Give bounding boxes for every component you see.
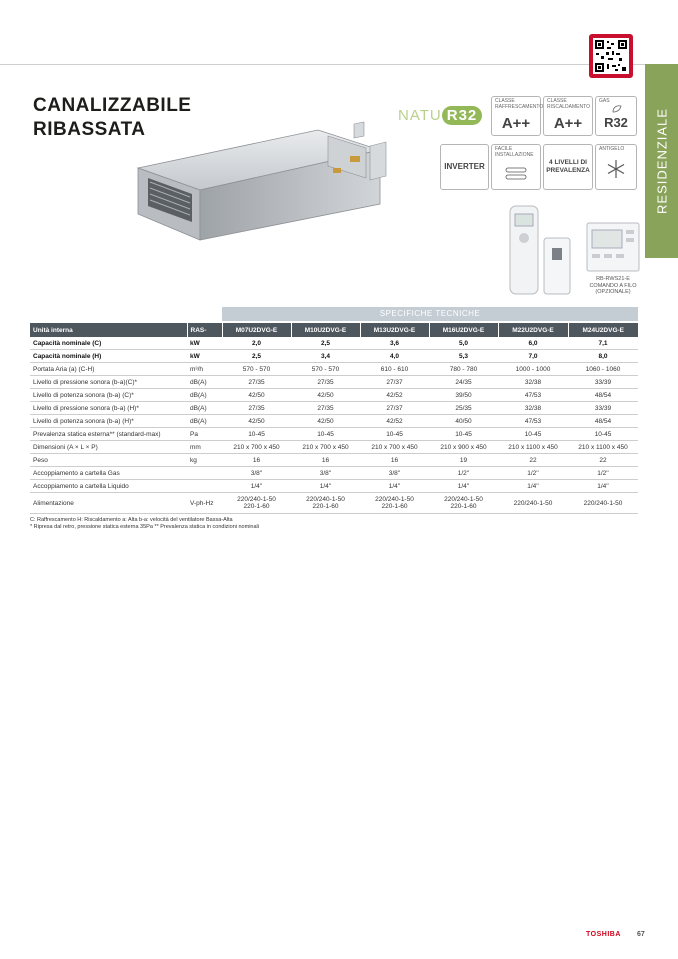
row-label: Livello di potenza sonora (b-a) (C)* bbox=[30, 389, 187, 402]
badge-antigelo bbox=[595, 144, 637, 190]
table-row bbox=[30, 467, 638, 480]
footnote-line-1: C: Raffrescamento H: Riscaldamento a: Alta b-a: velocità del ventilatore Bassa-Alta bbox=[30, 517, 233, 523]
row-value: 1/4'' bbox=[498, 480, 568, 493]
row-unit: kg bbox=[187, 454, 222, 467]
row-value: 19 bbox=[429, 454, 498, 467]
row-value: 210 x 700 x 450 bbox=[222, 441, 291, 454]
badge-gas bbox=[595, 96, 637, 136]
row-value: 610 - 610 bbox=[360, 363, 429, 376]
row-value: 1/4'' bbox=[360, 480, 429, 493]
row-unit: kW bbox=[187, 337, 222, 350]
row-label: Prevalenza statica esterna** (standard-max) bbox=[30, 428, 187, 441]
badge-livelli-prevalenza bbox=[543, 144, 593, 190]
footnotes bbox=[30, 517, 259, 531]
row-value: 16 bbox=[291, 454, 360, 467]
row-value: 3,4 bbox=[291, 350, 360, 363]
wrench-icon bbox=[504, 165, 528, 181]
row-value: 10-45 bbox=[360, 428, 429, 441]
row-label: Accoppiamento a cartella Gas bbox=[30, 467, 187, 480]
row-value: 5,0 bbox=[429, 337, 498, 350]
snowflake-icon bbox=[606, 159, 626, 179]
row-value: 42/52 bbox=[360, 415, 429, 428]
row-label: Livello di pressione sonora (b-a) (H)* bbox=[30, 402, 187, 415]
table-row bbox=[30, 493, 638, 514]
row-label: Alimentazione bbox=[30, 493, 187, 514]
r32-logo-mark: R32 bbox=[442, 106, 483, 125]
row-value: 32/38 bbox=[498, 402, 568, 415]
row-value: 33/39 bbox=[568, 402, 638, 415]
row-value: 1/2'' bbox=[498, 467, 568, 480]
row-value: 1/4'' bbox=[222, 480, 291, 493]
page-number: 67 bbox=[637, 931, 645, 938]
row-value: 27/35 bbox=[291, 402, 360, 415]
natur-r32-logo bbox=[398, 106, 482, 125]
row-value: 32/38 bbox=[498, 376, 568, 389]
remote-controller-image bbox=[508, 204, 586, 303]
leaf-icon bbox=[612, 105, 622, 113]
row-value: 48/54 bbox=[568, 389, 638, 402]
row-value: 3/8'' bbox=[291, 467, 360, 480]
qr-code bbox=[589, 34, 633, 78]
row-value: 48/54 bbox=[568, 415, 638, 428]
row-label: Livello di potenza sonora (b-a) (H)* bbox=[30, 415, 187, 428]
title-line-1: CANALIZZABILE bbox=[33, 95, 192, 116]
row-value: 570 - 570 bbox=[291, 363, 360, 376]
row-value: 27/37 bbox=[360, 402, 429, 415]
row-unit: V-ph-Hz bbox=[187, 493, 222, 514]
row-value: 7,1 bbox=[568, 337, 638, 350]
row-value: 27/35 bbox=[291, 376, 360, 389]
table-row bbox=[30, 337, 638, 350]
row-label: Capacità nominale (C) bbox=[30, 337, 187, 350]
row-unit bbox=[187, 480, 222, 493]
top-divider bbox=[0, 64, 648, 65]
row-label: Accoppiamento a cartella Liquido bbox=[30, 480, 187, 493]
row-value: 1/4'' bbox=[429, 480, 498, 493]
row-value: 8,0 bbox=[568, 350, 638, 363]
row-value: 22 bbox=[568, 454, 638, 467]
footnote-line-2: * Ripresa dal retro, pressione statica esterna 35Pa ** Prevalenza statica in condizioni nominali bbox=[30, 524, 259, 530]
row-value: 1000 - 1000 bbox=[498, 363, 568, 376]
row-value: 40/50 bbox=[429, 415, 498, 428]
row-unit: mm bbox=[187, 441, 222, 454]
header-model: M24U2DVG-E bbox=[568, 323, 638, 337]
remote-caption-line-3: (OPZIONALE) bbox=[595, 289, 631, 295]
badge-caption: CLASSE RAFFRESCAMENTO bbox=[495, 98, 544, 110]
header-model: M10U2DVG-E bbox=[291, 323, 360, 337]
row-unit: Pa bbox=[187, 428, 222, 441]
badge-classe-riscaldamento bbox=[543, 96, 593, 136]
row-value: 3/8'' bbox=[222, 467, 291, 480]
row-value: 5,3 bbox=[429, 350, 498, 363]
row-value: 210 x 700 x 450 bbox=[360, 441, 429, 454]
row-value: 16 bbox=[360, 454, 429, 467]
table-header-row bbox=[30, 323, 638, 337]
row-value: 3,6 bbox=[360, 337, 429, 350]
row-value: 6,0 bbox=[498, 337, 568, 350]
section-tab bbox=[645, 64, 678, 258]
row-value: 39/50 bbox=[429, 389, 498, 402]
row-value: 1/2'' bbox=[568, 467, 638, 480]
remote-caption-line-2: COMANDO A FILO bbox=[589, 282, 637, 289]
row-value: 33/39 bbox=[568, 376, 638, 389]
row-value: 42/50 bbox=[291, 389, 360, 402]
row-value: 4,0 bbox=[360, 350, 429, 363]
row-value: 42/50 bbox=[222, 415, 291, 428]
badge-caption: ANTIGELO bbox=[599, 146, 625, 152]
header-model: M13U2DVG-E bbox=[360, 323, 429, 337]
header-model: M22U2DVG-E bbox=[498, 323, 568, 337]
row-unit: m³/h bbox=[187, 363, 222, 376]
row-label: Capacità nominale (H) bbox=[30, 350, 187, 363]
table-row bbox=[30, 428, 638, 441]
row-unit: kW bbox=[187, 350, 222, 363]
row-value: 3/8'' bbox=[360, 467, 429, 480]
badge-value: INVERTER bbox=[444, 162, 485, 171]
table-row bbox=[30, 376, 638, 389]
badge-value: A++ bbox=[553, 115, 583, 132]
row-value: 1/2'' bbox=[429, 467, 498, 480]
wired-controller-image bbox=[586, 222, 640, 277]
row-unit: dB(A) bbox=[187, 389, 222, 402]
badge-caption: FACILE INSTALLAZIONE bbox=[495, 146, 534, 158]
table-row bbox=[30, 350, 638, 363]
row-value: 2,5 bbox=[222, 350, 291, 363]
badge-caption: GAS bbox=[599, 98, 610, 104]
natur-logo-text: NATU bbox=[398, 107, 442, 124]
row-value: 47/53 bbox=[498, 389, 568, 402]
row-value: 210 x 900 x 450 bbox=[429, 441, 498, 454]
table-row bbox=[30, 441, 638, 454]
row-value: 27/35 bbox=[222, 402, 291, 415]
row-value: 10-45 bbox=[429, 428, 498, 441]
badge-line-1: 4 LIVELLI DI bbox=[549, 159, 587, 166]
badge-inverter bbox=[440, 144, 489, 190]
row-value: 10-45 bbox=[222, 428, 291, 441]
product-image bbox=[128, 118, 390, 263]
header-unit: RAS- bbox=[187, 323, 222, 337]
header-model: M16U2DVG-E bbox=[429, 323, 498, 337]
table-row bbox=[30, 363, 638, 376]
row-value: 1/4'' bbox=[568, 480, 638, 493]
row-value: 220/240-1-50 220-1-60 bbox=[222, 493, 291, 514]
remote-caption bbox=[584, 276, 642, 296]
row-value: 42/52 bbox=[360, 389, 429, 402]
row-unit: dB(A) bbox=[187, 376, 222, 389]
row-value: 780 - 780 bbox=[429, 363, 498, 376]
badge-value: R32 bbox=[604, 115, 628, 130]
row-value: 220/240-1-50 bbox=[568, 493, 638, 514]
row-value: 210 x 1100 x 450 bbox=[568, 441, 638, 454]
spec-table bbox=[30, 323, 638, 514]
row-value: 10-45 bbox=[498, 428, 568, 441]
header-label: Unità interna bbox=[30, 323, 187, 337]
badge-caption: CLASSE RISCALDAMENTO bbox=[547, 98, 590, 110]
row-value: 7,0 bbox=[498, 350, 568, 363]
row-value: 42/50 bbox=[291, 415, 360, 428]
row-value: 220/240-1-50 220-1-60 bbox=[360, 493, 429, 514]
row-value: 210 x 700 x 450 bbox=[291, 441, 360, 454]
row-value: 47/53 bbox=[498, 415, 568, 428]
badge-facile-installazione bbox=[491, 144, 541, 190]
row-value: 2,0 bbox=[222, 337, 291, 350]
row-value: 42/50 bbox=[222, 389, 291, 402]
row-label: Portata Aria (a) (C-H) bbox=[30, 363, 187, 376]
badge-line-2: PREVALENZA bbox=[546, 167, 590, 174]
table-row bbox=[30, 454, 638, 467]
row-label: Livello di pressione sonora (b-a)(C)* bbox=[30, 376, 187, 389]
section-tab-label: RESIDENZIALE bbox=[654, 108, 669, 214]
header-model: M07U2DVG-E bbox=[222, 323, 291, 337]
row-value: 1/4'' bbox=[291, 480, 360, 493]
table-row bbox=[30, 402, 638, 415]
row-value: 1060 - 1060 bbox=[568, 363, 638, 376]
row-value: 10-45 bbox=[568, 428, 638, 441]
spec-band: SPECIFICHE TECNICHE bbox=[222, 307, 638, 321]
title-line-2: RIBASSATA bbox=[33, 119, 146, 140]
row-label: Peso bbox=[30, 454, 187, 467]
badge-classe-raffrescamento bbox=[491, 96, 544, 136]
row-value: 220/240-1-50 220-1-60 bbox=[429, 493, 498, 514]
row-value: 570 - 570 bbox=[222, 363, 291, 376]
row-value: 27/37 bbox=[360, 376, 429, 389]
row-value: 27/35 bbox=[222, 376, 291, 389]
brand-footer: TOSHIBA bbox=[586, 931, 621, 938]
row-label: Dimensioni (A × L × P) bbox=[30, 441, 187, 454]
table-row bbox=[30, 480, 638, 493]
row-value: 210 x 1100 x 450 bbox=[498, 441, 568, 454]
row-value: 2,5 bbox=[291, 337, 360, 350]
row-unit: dB(A) bbox=[187, 402, 222, 415]
remote-caption-line-1: RB-RWS21-E bbox=[596, 276, 630, 282]
row-value: 24/35 bbox=[429, 376, 498, 389]
row-value: 220/240-1-50 220-1-60 bbox=[291, 493, 360, 514]
row-value: 25/35 bbox=[429, 402, 498, 415]
row-value: 22 bbox=[498, 454, 568, 467]
row-unit bbox=[187, 467, 222, 480]
row-unit: dB(A) bbox=[187, 415, 222, 428]
row-value: 10-45 bbox=[291, 428, 360, 441]
row-value: 220/240-1-50 bbox=[498, 493, 568, 514]
table-row bbox=[30, 415, 638, 428]
table-row bbox=[30, 389, 638, 402]
row-value: 16 bbox=[222, 454, 291, 467]
badge-value: A++ bbox=[501, 115, 531, 132]
